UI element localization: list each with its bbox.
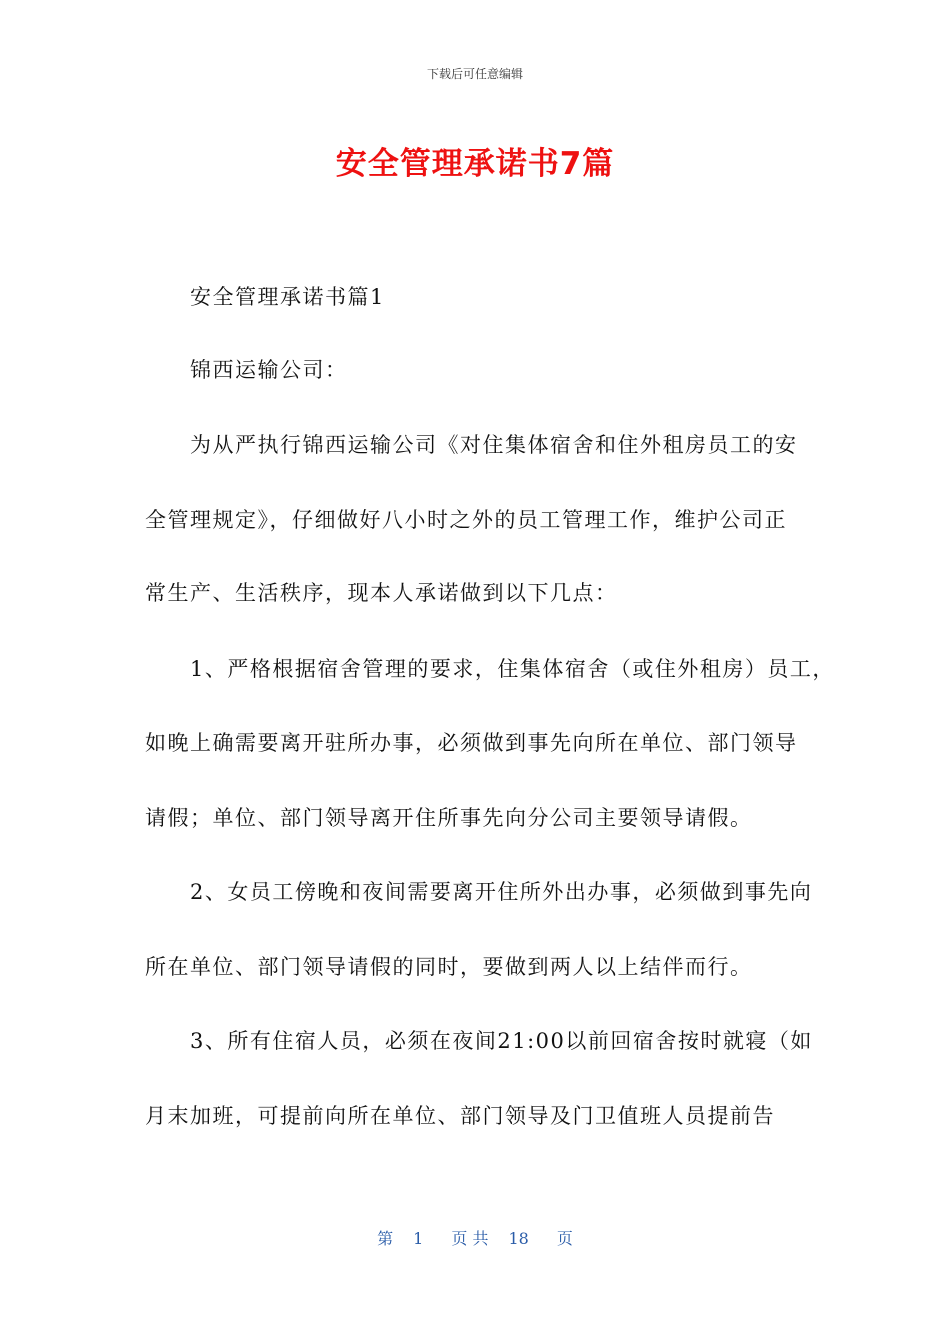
page-footer (0, 1228, 950, 1250)
footer-middle: 页 共 (451, 1229, 489, 1248)
paragraph-line: 所在单位、部门领导请假的同时，要做到两人以上结伴而行。 (145, 955, 753, 979)
paragraph-line: 2、女员工傍晚和夜间需要离开住所外出办事，必须做到事先向 (190, 880, 813, 904)
current-page-number: 1 (413, 1229, 424, 1248)
salutation-line: 锦西运输公司： (190, 358, 348, 382)
total-pages-number: 18 (508, 1229, 529, 1248)
paragraph-line: 3、所有住宿人员，必须在夜间21:00以前回宿舍按时就寝（如 (190, 1029, 813, 1053)
paragraph-line: 为从严执行锦西运输公司《对住集体宿舍和住外租房员工的安 (190, 433, 798, 457)
footer-suffix: 页 (556, 1229, 573, 1248)
paragraph-line: 月末加班，可提前向所在单位、部门领导及门卫值班人员提前告 (145, 1104, 775, 1128)
paragraph-line: 全管理规定》，仔细做好八小时之外的员工管理工作，维护公司正 (145, 508, 787, 532)
document-title: 安全管理承诺书7篇 (335, 146, 615, 182)
section-heading: 安全管理承诺书篇1 (190, 285, 385, 309)
paragraph-line: 常生产、生活秩序，现本人承诺做到以下几点： (145, 581, 618, 605)
page-header-note: 下载后可任意编辑 (426, 67, 523, 81)
paragraph-line: 1、严格根据宿舍管理的要求，住集体宿舍（或住外租房）员工， (190, 657, 835, 681)
paragraph-line: 请假；单位、部门领导离开住所事先向分公司主要领导请假。 (145, 806, 753, 830)
paragraph-line: 如晚上确需要离开驻所办事，必须做到事先向所在单位、部门领导 (145, 731, 798, 755)
footer-prefix: 第 (377, 1229, 394, 1248)
